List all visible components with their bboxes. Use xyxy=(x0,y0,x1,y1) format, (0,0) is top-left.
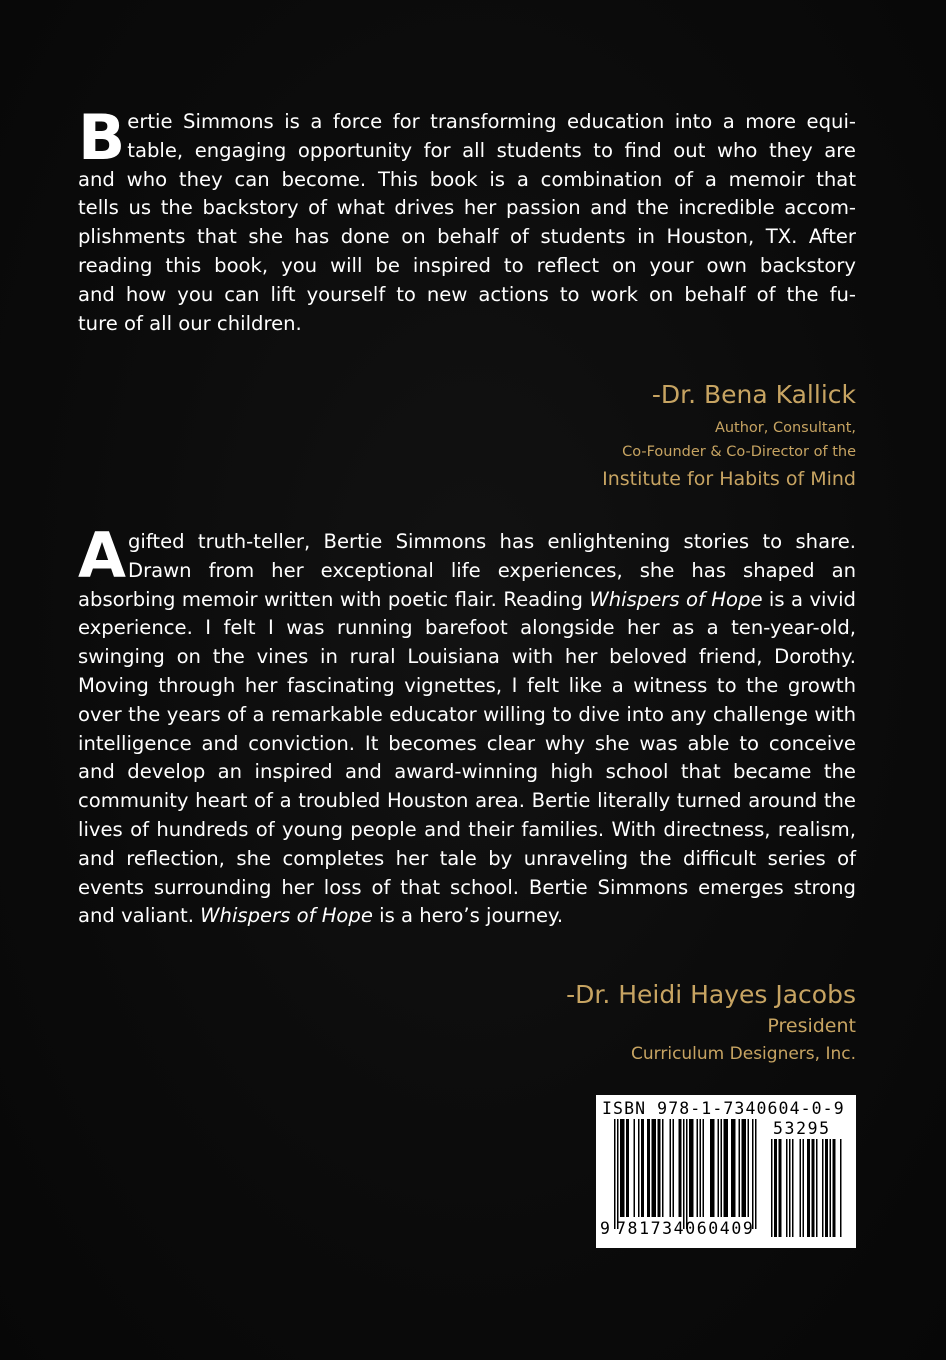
endorsement-2-text-part-2: is a vivid experience. I felt I was running barefoot alongside her as a ten-year-old, swinging on the vines in rural Louisiana with her beloved friend, Dorothy. Moving through her fascinating vignettes, I felt like a witness to the growth over the years of a remarkable educator willing to dive into any challenge with intelligence and conviction. It becomes clear why she was able to conceive and develop an inspired and award-winning high school that became the community heart of a troubled Houston area. Bertie literally turned around the lives of hundreds of young people and their families. With directness, realism, and reflection, she completes her tale by unraveling the difficult series of events surrounding her loss of that school. Bertie Simmons emerges strong and valiant. xyxy=(78,587,856,928)
barcode-bar xyxy=(734,1119,736,1217)
barcode-bar xyxy=(733,1119,735,1217)
attribution-1 xyxy=(602,378,856,494)
barcode-bar xyxy=(623,1119,625,1217)
isbn-label: ISBN 978-1-7340604-0-9 xyxy=(602,1099,845,1118)
endorsement-1-text xyxy=(78,101,856,338)
author-org-jacobs: Curriculum Designers, Inc. xyxy=(631,1044,856,1064)
barcode-addon-bar xyxy=(809,1139,811,1237)
barcode-bar xyxy=(670,1119,672,1217)
barcode-bar xyxy=(727,1119,729,1217)
barcode-bar xyxy=(638,1119,640,1217)
barcode-addon-bar xyxy=(771,1139,773,1237)
barcode-addon-bar xyxy=(774,1139,776,1237)
endorsement-1-line: ture of all our children. xyxy=(78,311,302,335)
barcode-addon-bar xyxy=(803,1139,805,1237)
endorsement-2-text-part-1: gifted truth-teller, Bertie Simmons has enlightening stories to share. Drawn from her exceptional life experiences, she has shaped an absorbing memoir written with poetic flair. Reading xyxy=(78,530,856,611)
barcode-bar xyxy=(721,1119,723,1217)
barcode-bar xyxy=(739,1119,741,1217)
barcode-bar xyxy=(622,1119,624,1217)
endorsement-1-body xyxy=(78,101,856,338)
barcode-addon-bar xyxy=(789,1139,791,1237)
barcode-addon-bar xyxy=(834,1139,836,1237)
barcode-bar xyxy=(724,1119,726,1217)
isbn-barcode xyxy=(596,1095,856,1248)
barcode-bar xyxy=(703,1119,705,1217)
barcode-bar xyxy=(692,1119,694,1217)
barcode-bar xyxy=(628,1119,630,1217)
author-role-line-2: Co-Founder & Co-Director of the xyxy=(622,444,856,460)
barcode-bar xyxy=(731,1119,733,1217)
barcode-addon-bar xyxy=(830,1139,832,1237)
barcode-bar xyxy=(755,1119,757,1229)
barcode-bar xyxy=(655,1119,657,1217)
barcode-bar xyxy=(620,1119,622,1217)
dropcap-a: A xyxy=(78,519,126,592)
barcode-bar xyxy=(673,1119,675,1217)
barcode-bar xyxy=(686,1119,688,1229)
endorsement-1-line: reading this book, you will be inspired to reflect on your own backstory xyxy=(78,253,856,277)
barcode-bar xyxy=(662,1119,664,1217)
barcode-first-digit: 9 xyxy=(600,1219,610,1238)
author-name-kallick: -Dr. Bena Kallick xyxy=(651,380,856,409)
barcode-bar xyxy=(725,1119,727,1217)
barcode-addon-bar xyxy=(792,1139,794,1237)
barcode-digits: 781734060409 xyxy=(616,1219,755,1238)
barcode-addon-bar xyxy=(779,1139,781,1237)
barcode-bar xyxy=(614,1119,616,1229)
barcode-addon-bar xyxy=(776,1139,778,1237)
endorsement-1-line: tells us the backstory of what drives her passion and the incredible accom- xyxy=(78,196,856,220)
endorsement-2-text xyxy=(78,519,856,931)
barcode-addon-bar xyxy=(840,1139,842,1237)
endorsement-1 xyxy=(78,101,856,338)
barcode-addon-bar xyxy=(813,1139,815,1237)
endorsement-2-text-part-3: is a hero’s journey. xyxy=(372,904,564,928)
endorsement-1-line: table, engaging opportunity for all students to find out who they are xyxy=(127,138,856,162)
barcode-bar xyxy=(652,1119,654,1217)
attribution-2 xyxy=(566,978,856,1068)
author-role-line-1: Author, Consultant, xyxy=(714,420,856,436)
barcode-bar xyxy=(718,1119,720,1217)
barcode-bar xyxy=(691,1119,693,1217)
barcode-bar xyxy=(710,1119,712,1217)
endorsement-1-line: plishments that she has done on behalf of students in Houston, TX. After xyxy=(78,225,856,249)
barcode-bar xyxy=(649,1119,651,1217)
endorsement-2 xyxy=(78,519,856,931)
barcode-bars-addon xyxy=(771,1139,851,1237)
barcode-bar xyxy=(641,1119,643,1217)
barcode-bar xyxy=(617,1119,619,1229)
barcode-addon-bar xyxy=(825,1139,827,1237)
barcode-addon-bar xyxy=(807,1139,809,1237)
barcode-bar xyxy=(634,1119,636,1217)
endorsement-1-line: and who they can become. This book is a combination of a memoir that xyxy=(78,167,856,191)
book-title: Whispers of Hope xyxy=(589,587,763,611)
dropcap-b: B xyxy=(78,101,126,174)
barcode-addon-bar xyxy=(833,1139,835,1237)
barcode-bar xyxy=(680,1119,682,1217)
book-title-2: Whispers of Hope xyxy=(200,904,373,928)
barcode-bar xyxy=(700,1119,702,1217)
barcode-bar xyxy=(742,1119,744,1217)
barcode-bar xyxy=(658,1119,660,1217)
barcode-bar xyxy=(659,1119,661,1217)
barcode-bar xyxy=(643,1119,645,1217)
author-org-kallick: Institute for Habits of Mind xyxy=(602,468,856,490)
barcode-bar xyxy=(745,1119,747,1217)
price-code: 53295 xyxy=(773,1119,831,1138)
barcode-addon-bar xyxy=(816,1139,818,1237)
author-role-jacobs: President xyxy=(767,1015,856,1037)
barcode-bar xyxy=(689,1119,691,1217)
barcode-bar xyxy=(697,1119,699,1217)
barcode-bar xyxy=(713,1119,715,1217)
barcode-bar xyxy=(683,1119,685,1229)
barcode-bar xyxy=(712,1119,714,1217)
barcode-bar xyxy=(647,1119,649,1217)
barcode-addon-bar xyxy=(786,1139,788,1237)
barcode-addon-bar xyxy=(822,1139,824,1237)
barcode-bar xyxy=(752,1119,754,1229)
endorsement-1-line: and how you can lift yourself to new actions to work on behalf of the fu- xyxy=(78,282,856,306)
barcode-bar xyxy=(743,1119,745,1217)
endorsement-1-line: ertie Simmons is a force for transforming education into a more equi- xyxy=(127,110,856,133)
barcode-bar xyxy=(679,1119,681,1217)
barcode-addon-bar xyxy=(800,1139,802,1237)
barcode-addon-bar xyxy=(827,1139,829,1237)
barcode-bar xyxy=(748,1119,750,1217)
barcode-addon-bar xyxy=(780,1139,782,1237)
author-name-jacobs: -Dr. Heidi Hayes Jacobs xyxy=(566,980,856,1009)
barcode-bar xyxy=(626,1119,628,1217)
barcode-bar xyxy=(653,1119,655,1217)
barcode-addon-bar xyxy=(812,1139,814,1237)
